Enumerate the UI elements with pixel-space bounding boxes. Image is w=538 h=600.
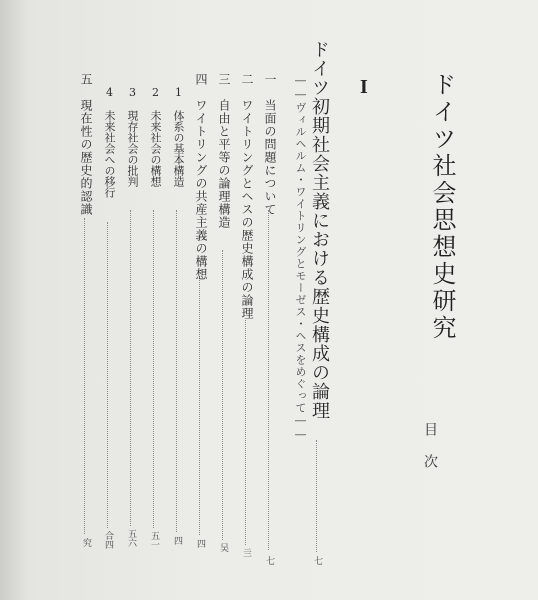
subentry-number: 4 [103, 86, 116, 99]
entry-title: 現在性の歴史的認識 [79, 99, 93, 216]
chapter-leader-dots [316, 440, 317, 552]
toc-entry[interactable] [216, 73, 233, 229]
entry-number: 四 [194, 73, 208, 86]
subentry-number: 1 [172, 86, 185, 99]
chapter-page-number: 七 [312, 556, 322, 565]
subentry-page-number: 五一 [149, 531, 159, 549]
entry-page-number: 究 [81, 538, 91, 547]
chapter-title-text: ドイツ初期社会主義における歴史構成の論理 [309, 40, 330, 420]
entry-page-number: 七 [264, 556, 274, 565]
entry-title: ワイトリングとヘスの歴史構成の論理 [240, 99, 254, 320]
entry-title: 当面の問題について [263, 99, 277, 216]
entry-page-number: 亖 [241, 548, 251, 557]
subentry-title: 現存社会の批判 [126, 110, 139, 187]
toc-subentry[interactable] [101, 86, 117, 198]
toc-entry[interactable] [262, 73, 279, 216]
entry-title: ワイトリングの共産主義の構想 [194, 99, 208, 281]
subentry-page-number: 四 [172, 536, 182, 545]
entry-leader-dots [268, 210, 269, 550]
toc-subentry[interactable] [147, 86, 163, 187]
subentry-number: 3 [126, 86, 139, 99]
subentry-leader-dots [176, 210, 177, 532]
book-title: ドイツ社会思想史研究 [428, 72, 456, 342]
subentry-leader-dots [153, 210, 154, 528]
entry-number: 三 [217, 73, 231, 86]
subentry-page-number: 合四 [103, 531, 113, 549]
toc-subentry[interactable] [124, 86, 140, 187]
toc-entry[interactable] [193, 73, 210, 281]
toc-subentry[interactable] [170, 86, 186, 187]
toc-label: 目次 [422, 422, 438, 486]
subentry-leader-dots [107, 222, 108, 528]
subentry-number: 2 [149, 86, 162, 99]
chapter-title [306, 40, 332, 420]
subentry-title: 未来社会の構想 [149, 110, 162, 187]
entry-leader-dots [245, 320, 246, 545]
entry-number: 二 [240, 73, 254, 86]
entry-number: 一 [263, 73, 277, 86]
chapter-subtitle: ――ヴィルヘルム・ワイトリングとモーゼス・ヘスをめぐって―― [294, 74, 307, 442]
entry-number: 五 [79, 73, 93, 86]
entry-leader-dots [84, 218, 85, 534]
entry-page-number: 吴 [218, 543, 228, 552]
toc-entry[interactable] [239, 73, 256, 320]
subentry-title: 体系の基本構造 [172, 110, 185, 187]
subentry-page-number: 五六 [126, 529, 136, 547]
entry-page-number: 四 [195, 539, 205, 548]
entry-leader-dots [222, 250, 223, 540]
subentry-leader-dots [130, 210, 131, 526]
entry-leader-dots [199, 280, 200, 535]
part-number: I [360, 76, 368, 98]
toc-entry[interactable] [78, 73, 95, 216]
binding-shadow [0, 0, 28, 600]
entry-title: 自由と平等の論理構造 [217, 99, 231, 229]
subentry-title: 未来社会への移行 [103, 110, 116, 198]
